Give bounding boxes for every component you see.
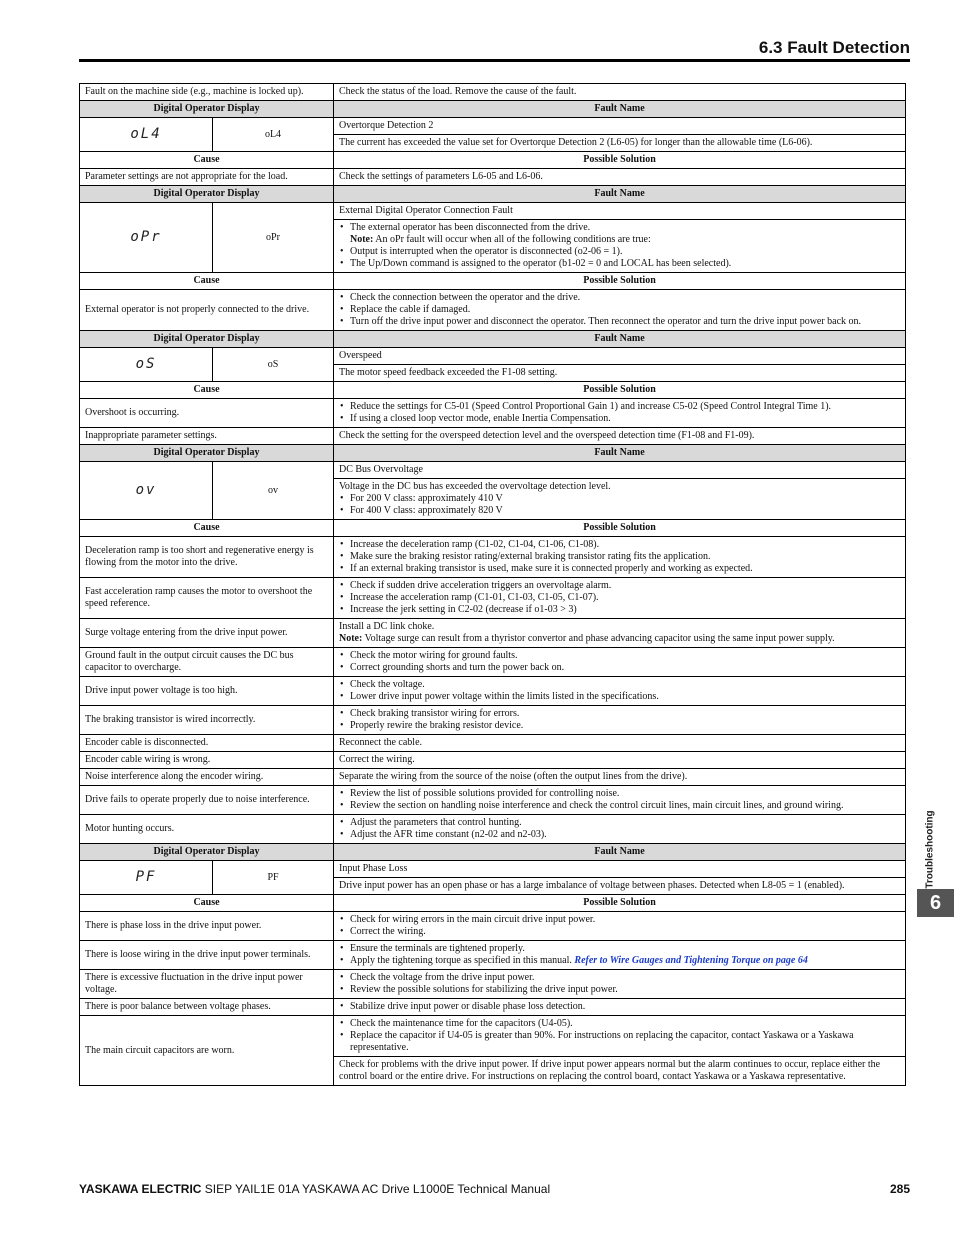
list-item: • If an external braking transistor is used, make sure it is connected properly and working as expected. [339,563,900,575]
display-header: Digital Operator Display [80,186,334,203]
cause-cell: Overshoot is occurring. [80,399,334,428]
display-header: Digital Operator Display [80,445,334,462]
list-item: • Lower drive input power voltage within the limits listed in the specifications. [339,691,900,703]
cause-cell: Fault on the machine side (e.g., machine is locked up). [80,84,334,101]
cause-cell: There is excessive fluctuation in the drive input power voltage. [80,970,334,999]
cause-cell: The braking transistor is wired incorrectly. [80,706,334,735]
list-item: • Properly rewire the braking resistor device. [339,720,900,732]
table-row [80,1016,906,1057]
cause-cell: Motor hunting occurs. [80,815,334,844]
cause-header-row [80,152,906,169]
table-row [80,648,906,677]
fault-name: Overspeed [334,348,906,365]
solution-cell: Check the settings of parameters L6-05 and L6-06. [334,169,906,186]
cause-cell: Drive input power voltage is too high. [80,677,334,706]
cause-header-row [80,520,906,537]
table-row [80,619,906,648]
table-row [80,537,906,578]
fault-name: DC Bus Overvoltage [334,462,906,479]
fault-name-header: Fault Name [334,101,906,118]
list-item: • Review the list of possible solutions provided for controlling noise. [339,788,900,800]
description-text: Voltage in the DC bus has exceeded the overvoltage detection level. [339,481,611,492]
solution-header: Possible Solution [334,520,906,537]
cause-header-row [80,382,906,399]
solution-cell [334,912,906,941]
cause-header-row [80,895,906,912]
footer-brand: YASKAWA ELECTRIC [79,1182,202,1196]
table-row [80,815,906,844]
solution-header: Possible Solution [334,382,906,399]
cause-cell: Fast acceleration ramp causes the motor to overshoot the speed reference. [80,578,334,619]
table-row [80,941,906,970]
list-item: • Ensure the terminals are tightened properly. [339,943,900,955]
cause-header: Cause [80,520,334,537]
note-text: An oPr fault will occur when all of the following conditions are true: [375,234,651,245]
list-item: • Check the voltage. [339,679,900,691]
table-row [80,999,906,1016]
display-header: Digital Operator Display [80,331,334,348]
fault-code: oS [213,348,334,382]
fault-name-header: Fault Name [334,186,906,203]
cause-cell: There is poor balance between voltage phases. [80,999,334,1016]
lcd-code: oL4 [130,125,162,142]
cause-cell: Drive fails to operate properly due to noise interference. [80,786,334,815]
table-header-row [80,844,906,861]
solution-cell [334,999,906,1016]
table-row [80,769,906,786]
note-label: Note: [350,234,374,245]
fault-description [334,479,906,520]
solution-cell [334,1016,906,1057]
fault-table [79,83,906,1086]
table-row [80,752,906,769]
cause-cell: Encoder cable is disconnected. [80,735,334,752]
list-item: • Review the section on handling noise interference and check the control circuit lines, main circuit lines, and ground wiring. [339,800,900,812]
note [339,234,900,246]
list-item: • Check braking transistor wiring for errors. [339,708,900,720]
table-row [80,399,906,428]
fault-name-header: Fault Name [334,844,906,861]
table-header-row [80,186,906,203]
table-row [80,428,906,445]
table-header-row [80,331,906,348]
cause-cell: There is loose wiring in the drive input power terminals. [80,941,334,970]
list-item: • Stabilize drive input power or disable phase loss detection. [339,1001,900,1013]
footer-doc: SIEP YAIL1E 01A YASKAWA AC Drive L1000E Technical Manual [201,1182,551,1196]
table-row [80,677,906,706]
solution-cell: Correct the wiring. [334,752,906,769]
footer [79,1182,910,1196]
section-title: 6.3 Fault Detection [758,38,910,57]
list-item: • Review the possible solutions for stabilizing the drive input power. [339,984,900,996]
list-item: • Check the maintenance time for the capacitors (U4-05). [339,1018,900,1030]
cause-cell: Parameter settings are not appropriate for the load. [80,169,334,186]
list-item: • Reduce the settings for C5-01 (Speed Control Proportional Gain 1) and increase C5-02 (Speed Control Integral Time 1). [339,401,900,413]
list-item: • Correct grounding shorts and turn the power back on. [339,662,900,674]
solution-cell [334,677,906,706]
list-item: • Check the motor wiring for ground faults. [339,650,900,662]
page-number: 285 [889,1182,910,1196]
list-item: • Make sure the braking resistor rating/external braking transistor rating fits the application. [339,551,900,563]
list-item: • Replace the cable if damaged. [339,304,900,316]
cause-cell: Ground fault in the output circuit causes the DC bus capacitor to overcharge. [80,648,334,677]
fault-name: Input Phase Loss [334,861,906,878]
fault-name-header: Fault Name [334,331,906,348]
lcd-display [80,203,213,273]
cause-cell: Encoder cable wiring is wrong. [80,752,334,769]
table-row [80,84,906,101]
solution-cell [334,941,906,970]
cause-header: Cause [80,382,334,399]
table-row [80,786,906,815]
lcd-code: ov [135,481,157,498]
chapter-tab[interactable]: 6 [917,889,954,917]
solution-cell: Check for problems with the drive input power. If drive input power appears normal but the alarm continues to occur, replace either the control board or the entire drive. For instructions on replacing the control board, contact Yaskawa or a Yaskawa representative. [334,1057,906,1086]
lcd-display [80,118,213,152]
lcd-display [80,861,213,895]
lcd-code: PF [135,868,157,885]
cause-cell: The main circuit capacitors are worn. [80,1016,334,1086]
fault-name: External Digital Operator Connection Fault [334,203,906,220]
list-item: • Check if sudden drive acceleration triggers an overvoltage alarm. [339,580,900,592]
table-row [80,118,906,135]
list-item [339,955,900,967]
list-item: • Increase the deceleration ramp (C1-02, C1-04, C1-06, C1-08). [339,539,900,551]
table-row [80,203,906,220]
solution-cell [334,619,906,648]
table-row [80,348,906,365]
display-header: Digital Operator Display [80,101,334,118]
cause-cell: Noise interference along the encoder wiring. [80,769,334,786]
fault-description: The current has exceeded the value set for Overtorque Detection 2 (L6-05) for longer than the allowable time (L6-06). [334,135,906,152]
header-rule [79,59,910,62]
solution-cell [334,648,906,677]
list-item: • The Up/Down command is assigned to the operator (b1-02 = 0 and LOCAL has been selected). [339,258,900,270]
solution-header: Possible Solution [334,152,906,169]
list-item: • Check for wiring errors in the main circuit drive input power. [339,914,900,926]
list-item: • Check the connection between the operator and the drive. [339,292,900,304]
solution-cell [334,537,906,578]
solution-cell [334,970,906,999]
cause-cell: Inappropriate parameter settings. [80,428,334,445]
note [339,633,900,645]
cause-cell: Deceleration ramp is too short and regenerative energy is flowing from the motor into the drive. [80,537,334,578]
list-item: • Turn off the drive input power and disconnect the operator. Then reconnect the operator and turn the drive input power back on. [339,316,900,328]
fault-name: Overtorque Detection 2 [334,118,906,135]
solution-cell [334,578,906,619]
table-row [80,290,906,331]
list-item: • For 200 V class: approximately 410 V [339,493,900,505]
fault-code: PF [213,861,334,895]
list-item: • The external operator has been disconnected from the drive. [339,222,900,234]
table-row [80,462,906,479]
lcd-display [80,348,213,382]
cause-header-row [80,273,906,290]
cause-header: Cause [80,152,334,169]
table-row [80,578,906,619]
display-header: Digital Operator Display [80,844,334,861]
solution-cell: Reconnect the cable. [334,735,906,752]
list-item: • Output is interrupted when the operator is disconnected (o2-06 = 1). [339,246,900,258]
table-row [80,861,906,878]
table-header-row [80,445,906,462]
solution-text: Install a DC link choke. [339,621,435,632]
fault-name-header: Fault Name [334,445,906,462]
list-item: • Increase the acceleration ramp (C1-01, C1-03, C1-05, C1-07). [339,592,900,604]
list-item: • Correct the wiring. [339,926,900,938]
solution-cell [334,786,906,815]
solution-header: Possible Solution [334,273,906,290]
list-item: • Increase the jerk setting in C2-02 (decrease if o1-03 > 3) [339,604,900,616]
cause-cell: Surge voltage entering from the drive input power. [80,619,334,648]
list-item: • If using a closed loop vector mode, enable Inertia Compensation. [339,413,900,425]
solution-cell [334,290,906,331]
cause-cell: External operator is not properly connected to the drive. [80,290,334,331]
fault-code: oL4 [213,118,334,152]
fault-description: The motor speed feedback exceeded the F1-08 setting. [334,365,906,382]
list-item: • Replace the capacitor if U4-05 is greater than 90%. For instructions on replacing the capacitor, contact Yaskawa or a Yaskawa representative. [339,1030,900,1054]
cause-header: Cause [80,273,334,290]
fault-description [334,220,906,273]
lcd-display [80,462,213,520]
side-tab-label: Troubleshooting [924,810,936,889]
table-row [80,970,906,999]
solution-header: Possible Solution [334,895,906,912]
solution-cell [334,706,906,735]
cause-header: Cause [80,895,334,912]
solution-cell [334,399,906,428]
table-row [80,169,906,186]
solution-cell: Check the setting for the overspeed detection level and the overspeed detection time (F1-08 and F1-09). [334,428,906,445]
lcd-code: oS [135,355,157,372]
cause-cell: There is phase loss in the drive input power. [80,912,334,941]
solution-cell: Separate the wiring from the source of the noise (often the output lines from the drive). [334,769,906,786]
table-row [80,706,906,735]
list-item: • For 400 V class: approximately 820 V [339,505,900,517]
table-row [80,735,906,752]
table-header-row [80,101,906,118]
list-item-text: Apply the tightening torque as specified in this manual. [350,955,572,966]
fault-code: oPr [213,203,334,273]
lcd-code: oPr [130,228,162,245]
note-label: Note: [339,633,363,644]
list-item: • Adjust the AFR time constant (n2-02 and n2-03). [339,829,900,841]
note-text: Voltage surge can result from a thyristor convertor and phase advancing capacitor using the same input power supply. [364,633,835,644]
wire-gauges-link[interactable]: Refer to Wire Gauges and Tightening Torque on page 64 [574,955,808,966]
solution-cell [334,815,906,844]
list-item: • Check the voltage from the drive input power. [339,972,900,984]
fault-description: Drive input power has an open phase or has a large imbalance of voltage between phases. Detected when L8-05 = 1 (enabled). [334,878,906,895]
table-row [80,912,906,941]
list-item: • Adjust the parameters that control hunting. [339,817,900,829]
solution-cell: Check the status of the load. Remove the cause of the fault. [334,84,906,101]
fault-code: ov [213,462,334,520]
